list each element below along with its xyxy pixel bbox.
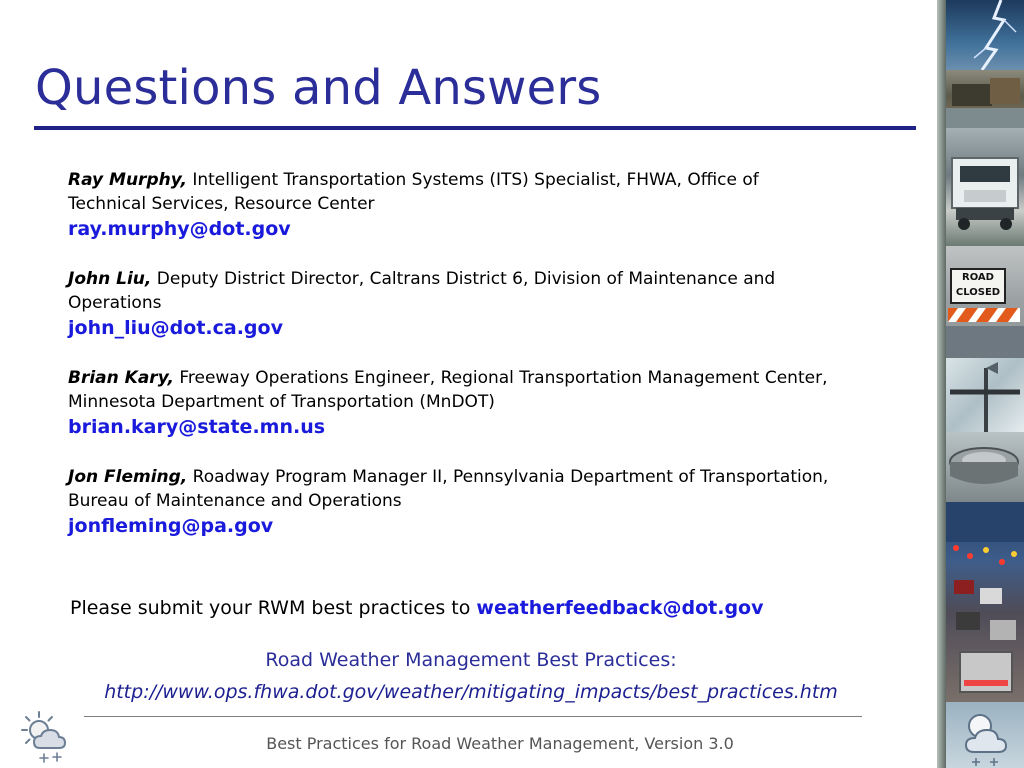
barricade-icon xyxy=(946,246,1024,358)
contact-role-line2: Bureau of Maintenance and Operations xyxy=(68,491,402,511)
weather-icon-tile xyxy=(946,702,1024,768)
weather-logo-icon xyxy=(14,706,74,766)
road-closed-photo xyxy=(946,246,1024,358)
contact-email-link[interactable]: john_liu@dot.ca.gov xyxy=(68,317,283,339)
contact-role: Freeway Operations Engineer, Regional Transportation Management Center, xyxy=(179,368,828,388)
contact-name: John Liu, xyxy=(68,269,152,289)
contact-description xyxy=(68,168,868,192)
contact-name: Jon Fleming, xyxy=(68,467,188,487)
contact-list xyxy=(68,168,868,564)
side-strip-edge xyxy=(937,0,946,768)
contact-description xyxy=(68,366,868,390)
contact-role: Intelligent Transportation Systems (ITS) Specialist, FHWA, Office of xyxy=(192,170,759,190)
contact-item xyxy=(68,366,868,465)
road-closed-sign-line1: ROAD xyxy=(962,272,994,283)
contact-description xyxy=(68,465,868,489)
contact-description xyxy=(68,267,868,291)
side-image-strip xyxy=(937,0,1024,768)
contact-item xyxy=(68,267,868,366)
wind-sensor-icon xyxy=(946,358,1024,432)
lightning-photo xyxy=(946,0,1024,70)
weather-sensor-photo xyxy=(946,358,1024,432)
feedback-email-link[interactable]: weatherfeedback@dot.gov xyxy=(476,597,764,619)
contact-role: Deputy District Director, Caltrans District 6, Division of Maintenance and xyxy=(156,269,776,289)
contact-email-link[interactable]: jonfleming@pa.gov xyxy=(68,515,274,537)
contact-role-line2: Operations xyxy=(68,293,162,313)
pavement-sensor-photo xyxy=(946,432,1024,502)
submit-practices-line xyxy=(70,594,764,622)
footer-text: Best Practices for Road Weather Management, Version 3.0 xyxy=(266,734,734,753)
slide-title: Questions and Answers xyxy=(35,60,602,116)
best-practices-url-link[interactable]: http://www.ops.fhwa.dot.gov/weather/mitigating_impacts/best_practices.htm xyxy=(104,681,838,703)
road-closed-sign-line2: CLOSED xyxy=(955,287,1001,298)
best-practices-label: Road Weather Management Best Practices: xyxy=(265,649,677,671)
title-underline xyxy=(34,126,916,130)
contact-role-line2: Minnesota Department of Transportation (MnDOT) xyxy=(68,392,495,412)
contact-email-link[interactable]: ray.murphy@dot.gov xyxy=(68,218,291,240)
lightning-bolt-icon xyxy=(946,0,1024,70)
contact-role-line2: Technical Services, Resource Center xyxy=(68,194,375,214)
flood-scene-icon xyxy=(946,70,1024,128)
traffic-scene-icon xyxy=(946,502,1024,702)
contact-name: Ray Murphy, xyxy=(68,170,187,190)
traffic-photo xyxy=(946,502,1024,702)
flood-photo xyxy=(946,70,1024,128)
plow-truck-photo xyxy=(946,128,1024,246)
contact-name: Brian Kary, xyxy=(68,368,174,388)
snowflake-icon xyxy=(40,753,61,762)
contact-item xyxy=(68,465,868,564)
footer-divider xyxy=(84,716,862,717)
pavement-sensor-icon xyxy=(946,432,1024,502)
contact-item xyxy=(68,168,868,267)
contact-email-link[interactable]: brian.kary@state.mn.us xyxy=(68,416,326,438)
truck-icon xyxy=(946,128,1024,246)
weather-tile-icon xyxy=(946,702,1024,768)
contact-role: Roadway Program Manager II, Pennsylvania Department of Transportation, xyxy=(192,467,829,487)
submit-text: Please submit your RWM best practices to xyxy=(70,597,471,619)
